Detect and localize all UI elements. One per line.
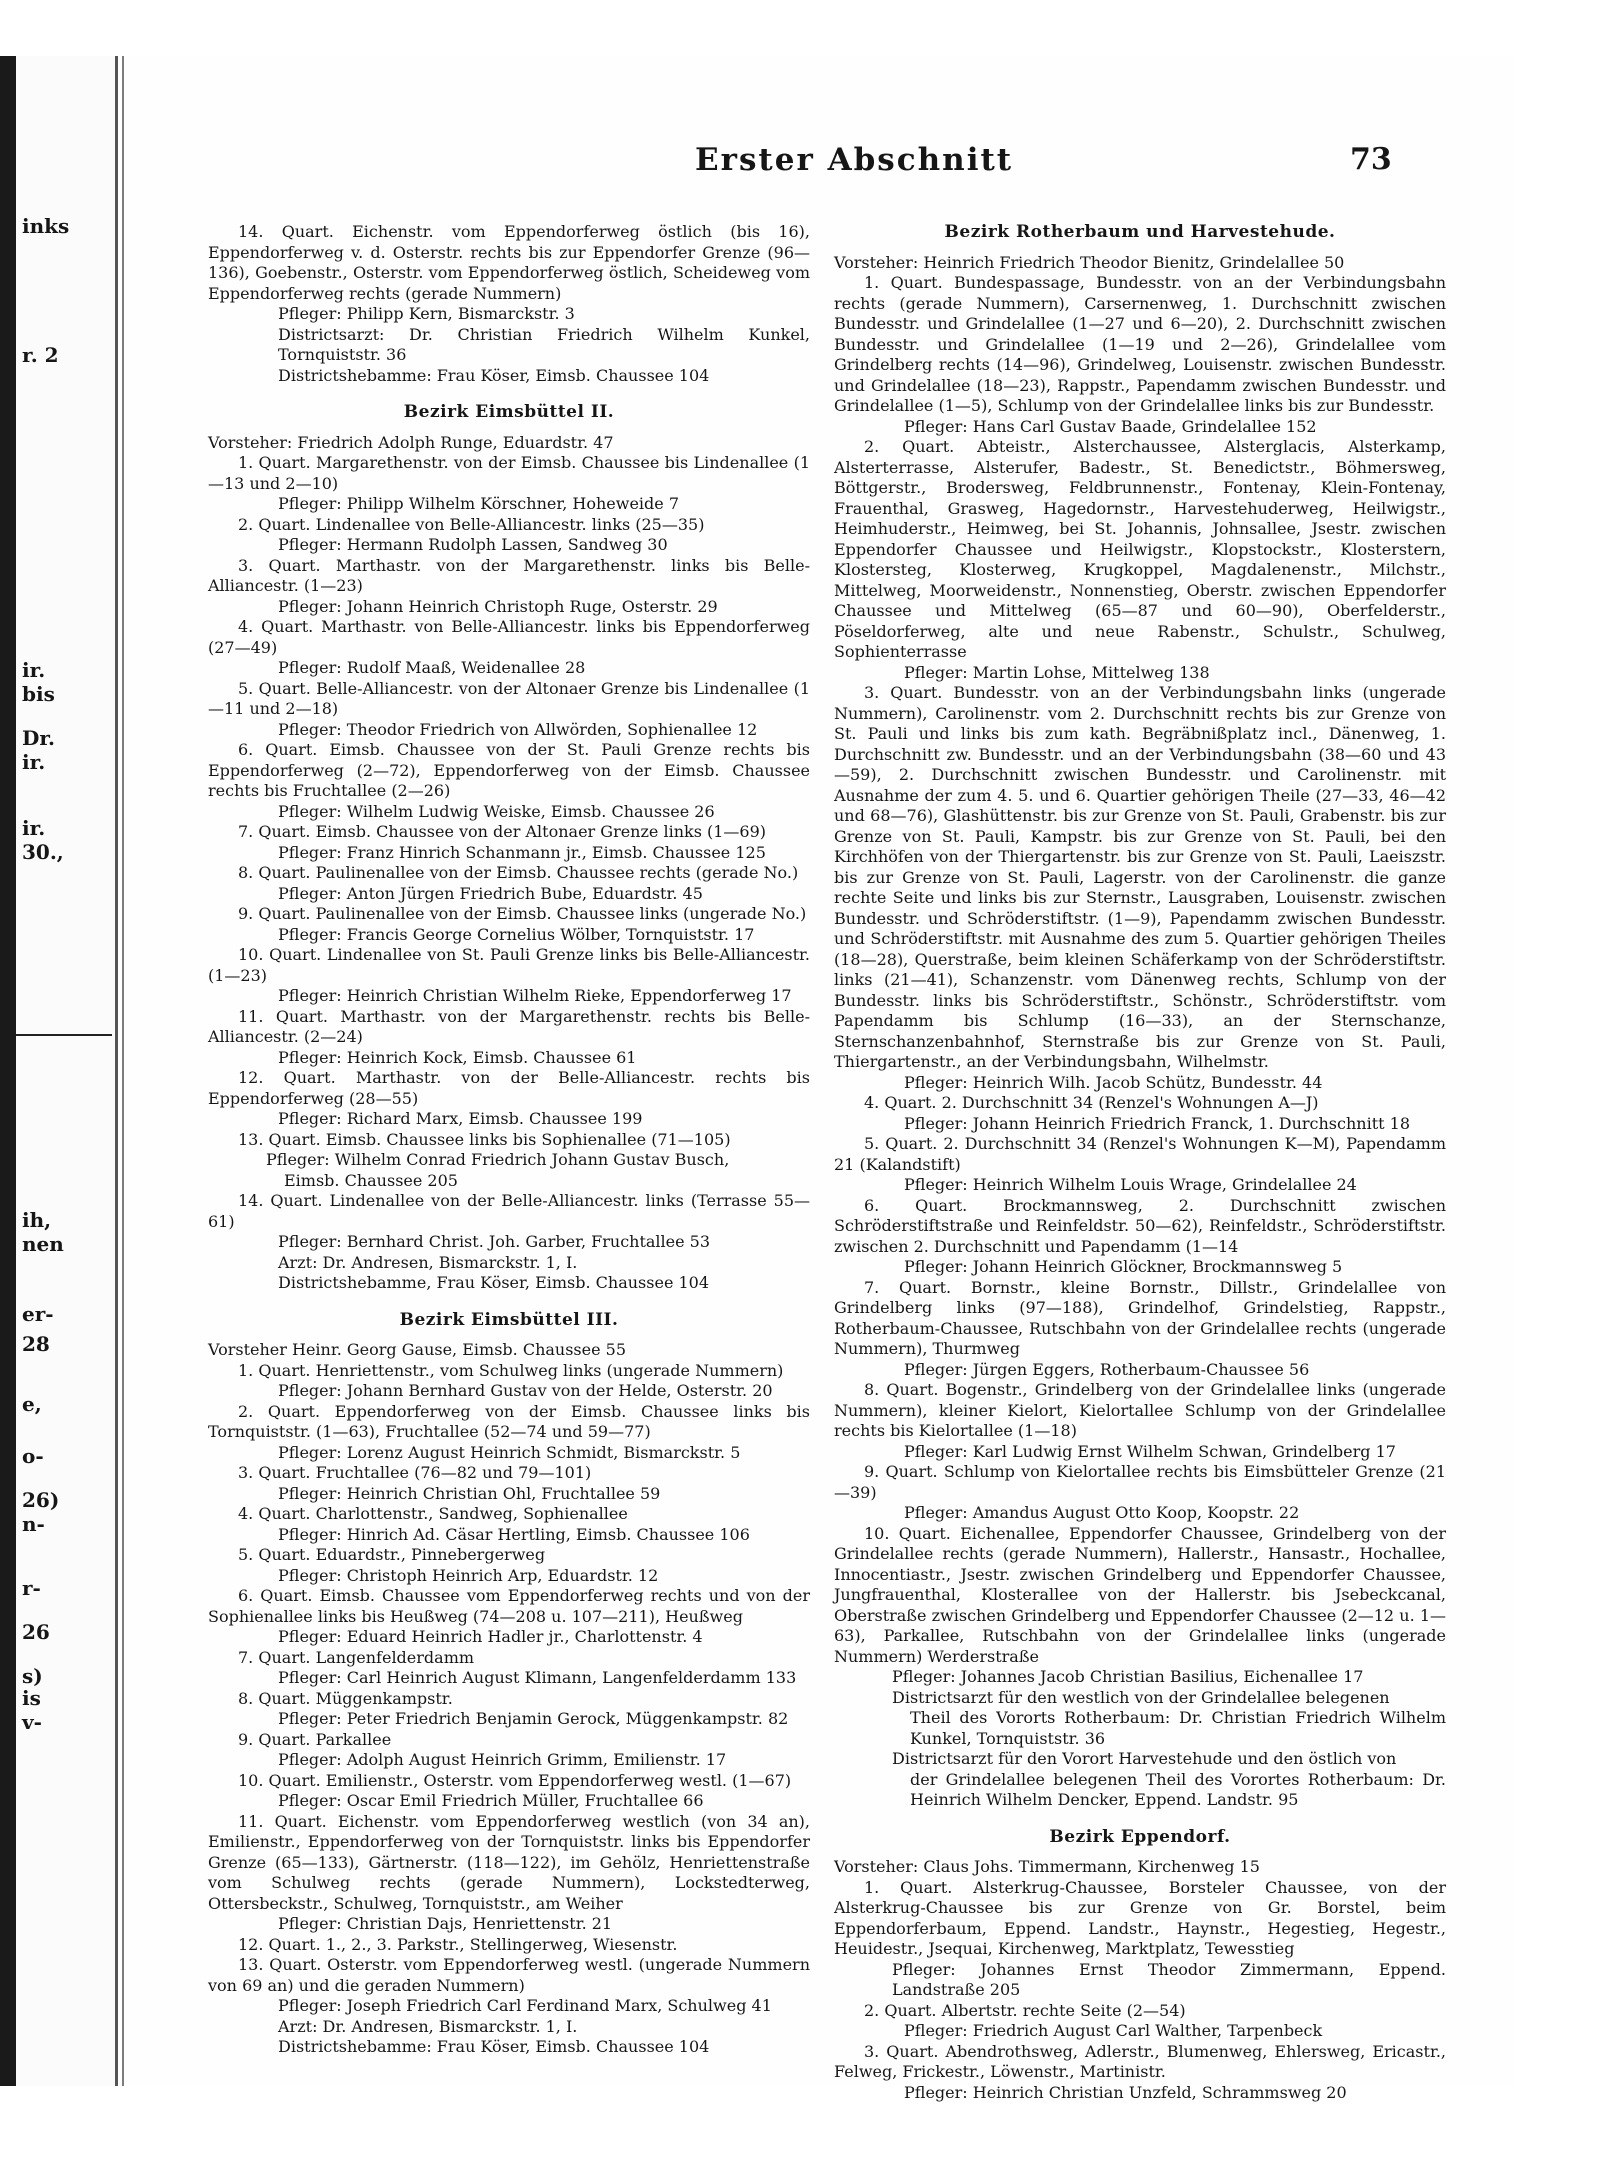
quarter-entry: 8. Quart. Paulinenallee von der Eimsb. Chaussee rechts (gerade No.) — [238, 863, 799, 882]
quarter-entry: 6. Quart. Eimsb. Chaussee vom Eppendorferweg rechts und von der Sophienallee links bis Heußweg (74—208 u. 107—211), Heußweg — [208, 1586, 810, 1626]
previous-page-fragment: 30., — [22, 840, 64, 864]
quarter-entry: 13. Quart. Osterstr. vom Eppendorferweg westl. (ungerade Nummern von 69 an) und die geraden Nummern) — [208, 1955, 810, 1995]
official-entry — [834, 1667, 1446, 1688]
quarter-entry: 1. Quart. Henriettenstr., vom Schulweg links (ungerade Nummern) — [238, 1360, 784, 1380]
previous-page-fragment: e, — [22, 1392, 42, 1416]
official-entry: Pfleger: Philipp Wilhelm Körschner, Hoheweide 7 — [278, 494, 680, 513]
official-entry: Pfleger: Hinrich Ad. Cäsar Hertling, Eimsb. Chaussee 106 — [278, 1524, 750, 1544]
official-entry — [834, 1960, 1446, 2001]
previous-page-fragment: r- — [22, 1576, 41, 1600]
official-entry: Pfleger: Lorenz August Heinrich Schmidt, Bismarckstr. 5 — [278, 1442, 741, 1462]
quarter-entry: 1. Quart. Alsterkrug-Chaussee, Borsteler Chaussee, von der Alsterkrug-Chaussee bis zur Grenze von Gr. Borstel, beim Eppendorferbaum, Eppend. Landstr., Haynstr., Hegestieg, Hegestr., Heuidestr., Jsequai, Kirchenweg, Marktplatz, Tewesstieg — [834, 1877, 1446, 1958]
quarter-entry: 11. Quart. Eichenstr. vom Eppendorferweg westlich (von 34 an), Emilienstr., Eppendorferweg von der Tornquiststr. links bis Eppendorfer Grenze (65—133), Gärtnerstr. (118—122), im Gehölz, Henriettenstraße vom Schulweg rechts (gerade Nummern), Lockstedterweg, Ottersbeckstr., Schulweg, Tornquiststr., am Weiher — [208, 1811, 810, 1913]
quarter-entry: 9. Quart. Paulinenallee von der Eimsb. Chaussee links (ungerade No.) — [238, 904, 807, 923]
previous-page-fragment: 26) — [22, 1488, 60, 1512]
official-entry: Pfleger: Heinrich Christian Unzfeld, Schrammsweg 20 — [904, 2082, 1347, 2102]
quarter-entry: 5. Quart. Eduardstr., Pinnebergerweg — [238, 1545, 546, 1564]
previous-page-fragment: ir. — [22, 816, 46, 840]
quarter-entry: 13. Quart. Eimsb. Chaussee links bis Sophienallee (71—105) — [238, 1129, 731, 1149]
previous-page-fragment: 26 — [22, 1620, 50, 1644]
official-entry: Pfleger: Heinrich Wilhelm Louis Wrage, Grindelallee 24 — [904, 1175, 1357, 1194]
official-entry-line: Districtsarzt für den westlich von der Grindelallee belegenen — [892, 1687, 1390, 1707]
official-entry-continuation: der Grindelallee belegenen Theil des Vorortes Rotherbaum: Dr. Heinrich Wilhelm Dencker, Eppend. Landstr. 95 — [910, 1769, 1446, 1809]
quarter-entry: 4. Quart. Marthastr. von Belle-Alliancestr. links bis Eppendorferweg (27—49) — [208, 617, 810, 657]
official-entry: Pfleger: Eduard Heinrich Hadler jr., Charlottenstr. 4 — [278, 1627, 703, 1646]
quarter-entry: 4. Quart. Charlottenstr., Sandweg, Sophienallee — [238, 1504, 628, 1523]
official-entry: Pfleger: Christian Dajs, Henriettenstr. 21 — [278, 1914, 613, 1933]
official-entry: Pfleger: Richard Marx, Eimsb. Chaussee 199 — [278, 1109, 643, 1128]
official-entry: Pfleger: Heinrich Christian Ohl, Fruchtallee 59 — [278, 1483, 661, 1503]
previous-page-edge — [0, 56, 118, 2086]
previous-page-fragment: ir. — [22, 658, 46, 682]
official-entry: Pfleger: Theodor Friedrich von Allwörden, Sophienallee 12 — [278, 719, 758, 739]
quarter-entry: 3. Quart. Abendrothsweg, Adlerstr., Blumenweg, Ehlersweg, Ericastr., Felweg, Frickestr., Löwenstr., Martinistr. — [834, 2041, 1446, 2081]
chairman-entry: Vorsteher Heinr. Georg Gause, Eimsb. Chaussee 55 — [208, 1340, 627, 1359]
official-entry: Pfleger: Johann Heinrich Friedrich Franck, 1. Durchschnitt 18 — [904, 1113, 1411, 1133]
official-entry: Pfleger: Heinrich Christian Wilhelm Rieke, Eppendorferweg 17 — [278, 986, 792, 1005]
quarter-entry: 3. Quart. Fruchtallee (76—82 und 79—101) — [238, 1463, 592, 1482]
quarter-entry: 11. Quart. Marthastr. von der Margarethenstr. rechts bis Belle-Alliancestr. (2—24) — [208, 1006, 810, 1046]
district-heading: Bezirk Eppendorf. — [1049, 1826, 1231, 1847]
quarter-entry: 3. Quart. Marthastr. von der Margarethenstr. links bis Belle-Alliancestr. (1—23) — [208, 555, 810, 595]
previous-page-fragment: o- — [22, 1444, 44, 1468]
official-entry: Districtsarzt: Dr. Christian Friedrich Wilhelm Kunkel, Tornquiststr. 36 — [278, 324, 810, 364]
quarter-entry: 2. Quart. Eppendorferweg von der Eimsb. Chaussee links bis Tornquiststr. (1—63), Fruchtallee (52—74 und 59—77) — [208, 1401, 810, 1441]
official-entry: Pfleger: Amandus August Otto Koop, Koopstr. 22 — [904, 1503, 1300, 1522]
official-entry: Arzt: Dr. Andresen, Bismarckstr. 1, I. — [278, 1252, 578, 1272]
page-number: 73 — [1350, 142, 1392, 177]
official-entry: Pfleger: Franz Hinrich Schanmann jr., Eimsb. Chaussee 125 — [278, 842, 766, 862]
previous-page-fragment: nen — [22, 1232, 64, 1256]
previous-page-fragment: inks — [22, 214, 70, 238]
quarter-entry: 5. Quart. Belle-Alliancestr. von der Altonaer Grenze bis Lindenallee (1—11 und 2—18) — [208, 678, 810, 718]
official-entry: Pfleger: Oscar Emil Friedrich Müller, Fruchtallee 66 — [278, 1791, 704, 1810]
official-entry: Districtshebamme: Frau Köser, Eimsb. Chaussee 104 — [278, 2037, 710, 2056]
official-entry-continuation: Eimsb. Chaussee 205 — [284, 1170, 458, 1190]
left-column — [208, 222, 810, 2058]
quarter-entry: 8. Quart. Müggenkampstr. — [238, 1688, 453, 1708]
official-entry-line: Pfleger: Wilhelm Conrad Friedrich Johann Gustav Busch, — [266, 1150, 730, 1169]
official-entry: Pfleger: Adolph August Heinrich Grimm, Emilienstr. 17 — [278, 1750, 727, 1769]
quarter-entry: 14. Quart. Eichenstr. vom Eppendorferweg östlich (bis 16), Eppendorferweg v. d. Osterstr. rechts bis zur Eppendorfer Grenze (96—136), Goebenstr., Osterstr. vom Eppendorferweg östlich, Scheideweg vom Eppendorferweg rechts (gerade Nummern) — [208, 222, 810, 303]
official-entry: Pfleger: Friedrich August Carl Walther, Tarpenbeck — [904, 2021, 1323, 2040]
district-heading: Bezirk Eimsbüttel II. — [403, 402, 615, 422]
quarter-entry: 1. Quart. Margarethenstr. von der Eimsb. Chaussee bis Lindenallee (1—13 und 2—10) — [208, 453, 810, 493]
previous-page-fragment: v- — [22, 1710, 42, 1734]
previous-page-fragment: ih, — [22, 1208, 52, 1232]
quarter-entry: 10. Quart. Eichenallee, Eppendorfer Chaussee, Grindelberg von der Grindelallee rechts (gerade Nummern), Hallerstr., Hansastr., Hochallee, Innocentiastr., Jsestr. zwischen Grindelberg und Eppendorfer Chaussee, Jungfrauenthal, Klosterallee von der Hallerstr. bis Jsebeckcanal, Oberstraße zwischen Grindelberg und Eppendorfer Chaussee (2—12 u. 1—63), Parkallee, Rutschbahn von der Grindelallee links (ungerade Nummern) Werderstraße — [834, 1523, 1446, 1666]
quarter-entry: 10. Quart. Emilienstr., Osterstr. vom Eppendorferweg westl. (1—67) — [238, 1770, 792, 1790]
running-head: Erster Abschnitt — [695, 142, 1014, 178]
official-entry — [834, 1688, 1446, 1750]
previous-page-fragment: n- — [22, 1512, 45, 1536]
official-entry: Pfleger: Johann Heinrich Christoph Ruge, Osterstr. 29 — [278, 596, 718, 616]
official-entry: Pfleger: Carl Heinrich August Klimann, Langenfelderdamm 133 — [278, 1668, 797, 1687]
quarter-entry: 9. Quart. Parkallee — [238, 1729, 392, 1749]
official-entry: Pfleger: Martin Lohse, Mittelweg 138 — [904, 662, 1210, 682]
gutter-line — [115, 56, 118, 2086]
quarter-entry: 7. Quart. Langenfelderdamm — [238, 1647, 475, 1667]
official-entry: Pfleger: Johann Bernhard Gustav von der Helde, Osterstr. 20 — [278, 1381, 773, 1400]
quarter-entry: 8. Quart. Bogenstr., Grindelberg von der Grindelallee links (ungerade Nummern), kleiner Kielort, Kielortallee Schlump von der Grindelallee rechts bis Kielortallee (1—18) — [834, 1380, 1446, 1440]
official-entry: Pfleger: Wilhelm Ludwig Weiske, Eimsb. Chaussee 26 — [278, 801, 715, 821]
quarter-entry: 6. Quart. Eimsb. Chaussee von der St. Pauli Grenze rechts bis Eppendorferweg (2—72), Eppendorferweg von der Eimsb. Chaussee rechts bis Fruchtallee (2—26) — [208, 740, 810, 800]
chairman-entry: Vorsteher: Friedrich Adolph Runge, Eduardstr. 47 — [208, 432, 614, 452]
official-entry-line: Pfleger: Johannes Ernst Theodor Zimmermann, Eppend. Landstraße 205 — [892, 1959, 1446, 1999]
official-entry: Pfleger: Johann Heinrich Glöckner, Brockmannsweg 5 — [904, 1257, 1343, 1276]
previous-page-fragment: Dr. — [22, 726, 56, 750]
previous-page-fragment: r. 2 — [22, 343, 59, 367]
official-entry: Districtshebamme: Frau Köser, Eimsb. Chaussee 104 — [278, 365, 710, 385]
official-entry: Pfleger: Christoph Heinrich Arp, Eduardstr. 12 — [278, 1565, 659, 1585]
official-entry — [208, 1150, 810, 1191]
official-entry: Pfleger: Heinrich Kock, Eimsb. Chaussee 61 — [278, 1047, 637, 1067]
previous-page-fragment: 28 — [22, 1332, 50, 1356]
previous-page-fragment: s) — [22, 1664, 43, 1688]
official-entry-line: Districtsarzt für den Vorort Harvestehude und den östlich von — [892, 1749, 1397, 1768]
quarter-entry: 9. Quart. Schlump von Kielortallee rechts bis Eimsbütteler Grenze (21—39) — [834, 1462, 1446, 1502]
previous-page-rule — [16, 1034, 112, 1036]
official-entry-line: Pfleger: Johannes Jacob Christian Basilius, Eichenallee 17 — [892, 1667, 1364, 1686]
official-entry: Pfleger: Karl Ludwig Ernst Wilhelm Schwan, Grindelberg 17 — [904, 1441, 1396, 1461]
chairman-entry: Vorsteher: Claus Johs. Timmermann, Kirchenweg 15 — [834, 1857, 1260, 1876]
official-entry: Pfleger: Hermann Rudolph Lassen, Sandweg 30 — [278, 535, 668, 554]
quarter-entry: 2. Quart. Lindenallee von Belle-Alliancestr. links (25—35) — [238, 514, 705, 534]
official-entry: Pfleger: Bernhard Christ. Joh. Garber, Fruchtallee 53 — [278, 1232, 711, 1251]
official-entry: Pfleger: Joseph Friedrich Carl Ferdinand Marx, Schulweg 41 — [278, 1996, 772, 2015]
previous-page-fragment: is — [22, 1686, 41, 1710]
official-entry: Pfleger: Rudolf Maaß, Weidenallee 28 — [278, 658, 586, 677]
quarter-entry: 7. Quart. Bornstr., kleine Bornstr., Dillstr., Grindelallee von Grindelberg links (97—188), Grindelhof, Grindelstieg, Rappstr., Rotherbaum-Chaussee, Rutschbahn von der Grindelallee rechts (ungerade Nummern), Thurmweg — [834, 1277, 1446, 1358]
official-entry: Pfleger: Heinrich Wilh. Jacob Schütz, Bundesstr. 44 — [904, 1072, 1323, 1092]
district-heading: Bezirk Eimsbüttel III. — [399, 1309, 619, 1330]
quarter-entry: 2. Quart. Albertstr. rechte Seite (2—54) — [864, 2000, 1186, 2020]
quarter-entry: 14. Quart. Lindenallee von der Belle-Alliancestr. links (Terrasse 55—61) — [208, 1191, 810, 1231]
official-entry: Pfleger: Hans Carl Gustav Baade, Grindelallee 152 — [904, 416, 1317, 436]
official-entry: Arzt: Dr. Andresen, Bismarckstr. 1, I. — [278, 2016, 578, 2036]
district-heading: Bezirk Rotherbaum und Harvestehude. — [944, 222, 1336, 242]
official-entry: Pfleger: Francis George Cornelius Wölber, Tornquiststr. 17 — [278, 924, 755, 944]
previous-page-fragment: ir. — [22, 750, 46, 774]
quarter-entry: 7. Quart. Eimsb. Chaussee von der Altonaer Grenze links (1—69) — [238, 822, 767, 841]
quarter-entry: 6. Quart. Brockmannsweg, 2. Durchschnitt zwischen Schröderstiftstraße und Reinfeldstr. 50—62), Reinfeldstr., Schröderstiftstr. zwischen 2. Durchschnitt und Papendamm (1—14 — [834, 1195, 1446, 1256]
quarter-entry: 10. Quart. Lindenallee von St. Pauli Grenze links bis Belle-Alliancestr. (1—23) — [208, 945, 810, 985]
official-entry-continuation: Theil des Vororts Rotherbaum: Dr. Christian Friedrich Wilhelm Kunkel, Tornquiststr. 36 — [910, 1708, 1446, 1748]
official-entry: Pfleger: Philipp Kern, Bismarckstr. 3 — [278, 304, 575, 323]
quarter-entry: 12. Quart. Marthastr. von der Belle-Alliancestr. rechts bis Eppendorferweg (28—55) — [208, 1068, 810, 1108]
quarter-entry: 4. Quart. 2. Durchschnitt 34 (Renzel's Wohnungen A—J) — [864, 1093, 1319, 1112]
official-entry: Districtshebamme, Frau Köser, Eimsb. Chaussee 104 — [278, 1273, 710, 1292]
previous-page-fragment: bis — [22, 682, 55, 706]
official-entry: Pfleger: Peter Friedrich Benjamin Gerock, Müggenkampstr. 82 — [278, 1709, 789, 1728]
right-column — [834, 222, 1446, 2103]
official-entry: Pfleger: Jürgen Eggers, Rotherbaum-Chaussee 56 — [904, 1359, 1310, 1379]
quarter-entry: 1. Quart. Bundespassage, Bundesstr. von an der Verbindungsbahn rechts (gerade Nummern), Carsernenweg, 1. Durchschnitt zwischen Bundesstr. und Grindelallee (1—27 und 6—20), 2. Durchschnitt zwischen Bundesstr. und Grindelallee (1—19 und 2—26), Grindelallee vom Grindelberg rechts (14—96), Grindelweg, Louisenstr. zwischen Bundesstr. und Grindelallee (18—23), Rappstr., Papendamm zwischen Bundesstr. und Grindelallee (1—5), Schlump von der Grindelallee links bis zur Bundesstr. — [834, 273, 1446, 415]
previous-page-fragment: er- — [22, 1302, 54, 1326]
official-entry — [834, 1749, 1446, 1811]
chairman-entry: Vorsteher: Heinrich Friedrich Theodor Bienitz, Grindelallee 50 — [834, 252, 1345, 272]
quarter-entry: 5. Quart. 2. Durchschnitt 34 (Renzel's Wohnungen K—M), Papendamm 21 (Kalandstift) — [834, 1134, 1446, 1174]
official-entry: Pfleger: Anton Jürgen Friedrich Bube, Eduardstr. 45 — [278, 883, 703, 903]
quarter-entry: 3. Quart. Bundesstr. von an der Verbindungsbahn links (ungerade Nummern), Carolinenstr. vom 2. Durchschnitt rechts bis zur Grenze von St. Pauli und links bis zum kath. Begräbnißplatz incl., Dänenweg, 1. Durchschnitt zw. Bundesstr. und an der Verbindungsbahn (38—60 und 43—59), 2. Durchschnitt zwischen Bundesstr. und Carolinenstr. mit Ausnahme der zum 4. 5. und 6. Quartier gehörigen Theile (27—33, 46—42 und 68—76), Glashüttenstr. bis zur Grenze von St. Pauli, Grabenstr. bis zur Grenze von St. Pauli, Kampstr. bis zur Grenze von St. Pauli, bei den Kirchhöfen von der Thiergartenstr. bis zur Grenze von St. Pauli, Laeiszstr. bis zur Grenze von St. Pauli, Lagerstr. von der Carolinenstr. die ganze rechte Seite und links bis zur Sternstr., Lausgraben, Louisenstr. zwischen Bundesstr. und Schröderstiftstr. (1—9), Papendamm zwischen Bundesstr. und Schröderstiftstr. mit Ausnahme des zum 5. Quartier gehörigen Theiles (18—28), Querstraße, beim kleinen Schäferkamp von der Schröderstiftstr. links (21—41), Schanzenstr. vom Dänenweg rechts, Schlump von der Bundesstr. links bis Schröderstiftstr., Schönstr., Schröderstiftstr. vom Papendamm bis Schlump (16—33), an der Sternschanze, Sternschanzenbahnhof, Sternstraße bis zur Grenze von St. Pauli, Thiergartenstr., an der Verbindungsbahn, Wilhelmstr. — [834, 683, 1446, 1071]
quarter-entry: 12. Quart. 1., 2., 3. Parkstr., Stellingerweg, Wiesenstr. — [238, 1934, 678, 1954]
binding-shadow — [0, 56, 16, 2086]
quarter-entry: 2. Quart. Abteistr., Alsterchaussee, Alsterglacis, Alsterkamp, Alsterterrasse, Alsterufer, Badestr., St. Benedictstr., Böhmersweg, Böttgerstr., Brodersweg, Feldbrunnenstr., Fontenay, Klein-Fontenay, Frauenthal, Grasweg, Hagedornstr., Harvestehuderweg, Heilwigstr., Heimhuderstr., Heimweg, bei St. Johannis, Johnsallee, Jsestr. zwischen Eppendorfer Chaussee und Heilwigstr., Klopstockstr., Klosterstern, Klostersteg, Klosterweg, Krugkoppel, Magdalenenstr., Milchstr., Mittelweg, Moorweidenstr., Nonnenstieg, Oberstr. zwischen Eppendorfer Chaussee und Mittelweg (65—87 und 60—90), Oberfelderstr., Pöseldorferweg, alte und neue Rabenstr., Schulstr., Schulweg, Sophienterrasse — [834, 437, 1446, 661]
